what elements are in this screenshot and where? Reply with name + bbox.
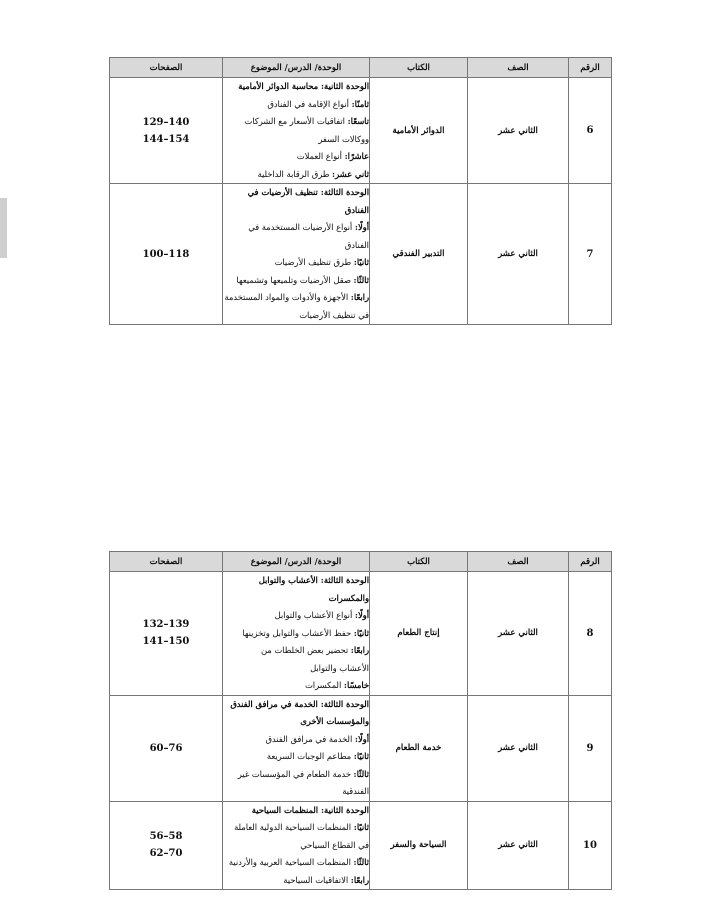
header-number: الرقم [569, 552, 612, 572]
topic-line: رابعًا: تحضير بعض الخلطات من [260, 645, 369, 655]
topic-line: ثالثًا: صقل الأرضيات وتلميعها وتشميعها [236, 274, 369, 285]
row-pages [110, 695, 223, 801]
table-row [110, 78, 612, 184]
topic-line: الفنادق [344, 204, 369, 215]
topic-line: والمؤسسات الأخرى [300, 716, 369, 726]
topic-line: الفندقية [342, 786, 369, 796]
page-range: 56–58 [149, 831, 183, 843]
row-pages [110, 572, 223, 696]
topic-line: الأعشاب والتوابل [310, 662, 369, 673]
topic-line: الوحدة الثانية: محاسبة الدوائر الأمامية [238, 81, 369, 91]
topic-line: رابعًا: الاتفاقيات السياحية [283, 874, 369, 885]
topic-line: ثاني عشر: طرق الرقابة الداخلية [257, 168, 369, 179]
row-book: التدبير الفندقي [370, 184, 468, 325]
topic-line: ثانيًا: طرق تنظيف الأرضيات [274, 257, 369, 267]
row-book: السياحة والسفر [370, 801, 468, 890]
row-pages [110, 801, 223, 890]
topic-line: الوحدة الثالثة: الأعشاب والتوابل [258, 575, 369, 585]
curriculum-table-1 [109, 57, 612, 325]
row-grade: الثاني عشر [468, 184, 569, 325]
row-book: الدوائر الأمامية [370, 78, 468, 184]
topic-line: ثالثًا: خدمة الطعام في المؤسسات غير [237, 768, 369, 779]
header-book: الكتاب [370, 552, 468, 572]
topic-line: والمكسرات [328, 592, 369, 603]
table-row [110, 572, 612, 696]
topic-line: رابعًا: الأجهزة والأدوات والمواد المستخدمة [224, 292, 369, 302]
page-range: 100–118 [142, 248, 190, 260]
row-topic [223, 801, 370, 890]
header-row [110, 552, 612, 572]
row-number: 7 [569, 184, 612, 325]
page-range: 60–76 [149, 742, 183, 754]
table-row [110, 695, 612, 801]
row-book: خدمة الطعام [370, 695, 468, 801]
topic-line: في القطاع السياحي [300, 839, 369, 850]
topic-line: ثامنًا: أنواع الإقامة في الفنادق [267, 98, 369, 109]
table-row [110, 184, 612, 325]
row-topic [223, 184, 370, 325]
header-book: الكتاب [370, 58, 468, 78]
topic-line: في تنظيف الأرضيات [299, 309, 369, 320]
row-grade: الثاني عشر [468, 801, 569, 890]
row-grade: الثاني عشر [468, 78, 569, 184]
row-number: 10 [569, 801, 612, 890]
header-grade: الصف [468, 58, 569, 78]
page-range: 62–70 [149, 848, 183, 860]
row-pages [110, 184, 223, 325]
page-range: 141–150 [142, 636, 190, 648]
table-row [110, 801, 612, 890]
header-topic: الوحدة/ الدرس/ الموضوع [223, 552, 370, 572]
topic-line: أولًا: الخدمة في مرافق الفندق [265, 733, 369, 744]
topic-line: أولًا: أنواع الأعشاب والتوابل [274, 610, 369, 620]
page-range: 144–154 [142, 133, 190, 145]
page-range: 132–139 [142, 619, 190, 631]
topic-line: أولًا: أنواع الأرضيات المستخدمة في [248, 222, 369, 232]
row-pages [110, 78, 223, 184]
topic-line: تاسعًا: اتفاقيات الأسعار مع الشركات [244, 116, 369, 126]
topic-line: ثانيًا: مطاعم الوجبات السريعة [266, 751, 369, 761]
topic-line: الوحدة الثالثة: تنظيف الأرضيات في [247, 187, 369, 197]
row-number: 6 [569, 78, 612, 184]
header-pages: الصفحات [110, 58, 223, 78]
header-number: الرقم [569, 58, 612, 78]
row-number: 8 [569, 572, 612, 696]
row-grade: الثاني عشر [468, 695, 569, 801]
header-grade: الصف [468, 552, 569, 572]
row-topic [223, 695, 370, 801]
topic-line: ثانيًا: حفظ الأعشاب والتوابل وتخزينها [242, 627, 369, 638]
row-topic [223, 78, 370, 184]
page-range: 129–140 [142, 116, 190, 128]
topic-line: خامسًا: المكسرات [304, 680, 369, 690]
topic-line: ووكالات السفر [318, 133, 369, 144]
topic-line: ثانيًا: المنظمات السياحية الدولية العاملة [234, 822, 369, 832]
header-row [110, 58, 612, 78]
topic-line: الوحدة الثالثة: الخدمة في مرافق الفندق [230, 698, 369, 709]
curriculum-table-2 [109, 551, 612, 890]
topic-line: الفنادق [344, 239, 369, 250]
header-topic: الوحدة/ الدرس/ الموضوع [223, 58, 370, 78]
topic-line: عاشرًا: أنواع العملات [296, 151, 369, 161]
topic-line: ثالثًا: المنظمات السياحية العربية والأردنية [228, 857, 369, 867]
row-number: 9 [569, 695, 612, 801]
side-tab-marker [0, 198, 7, 258]
row-grade: الثاني عشر [468, 572, 569, 696]
row-book: إنتاج الطعام [370, 572, 468, 696]
row-topic [223, 572, 370, 696]
header-pages: الصفحات [110, 552, 223, 572]
topic-line: الوحدة الثانية: المنظمات السياحية [251, 804, 369, 815]
